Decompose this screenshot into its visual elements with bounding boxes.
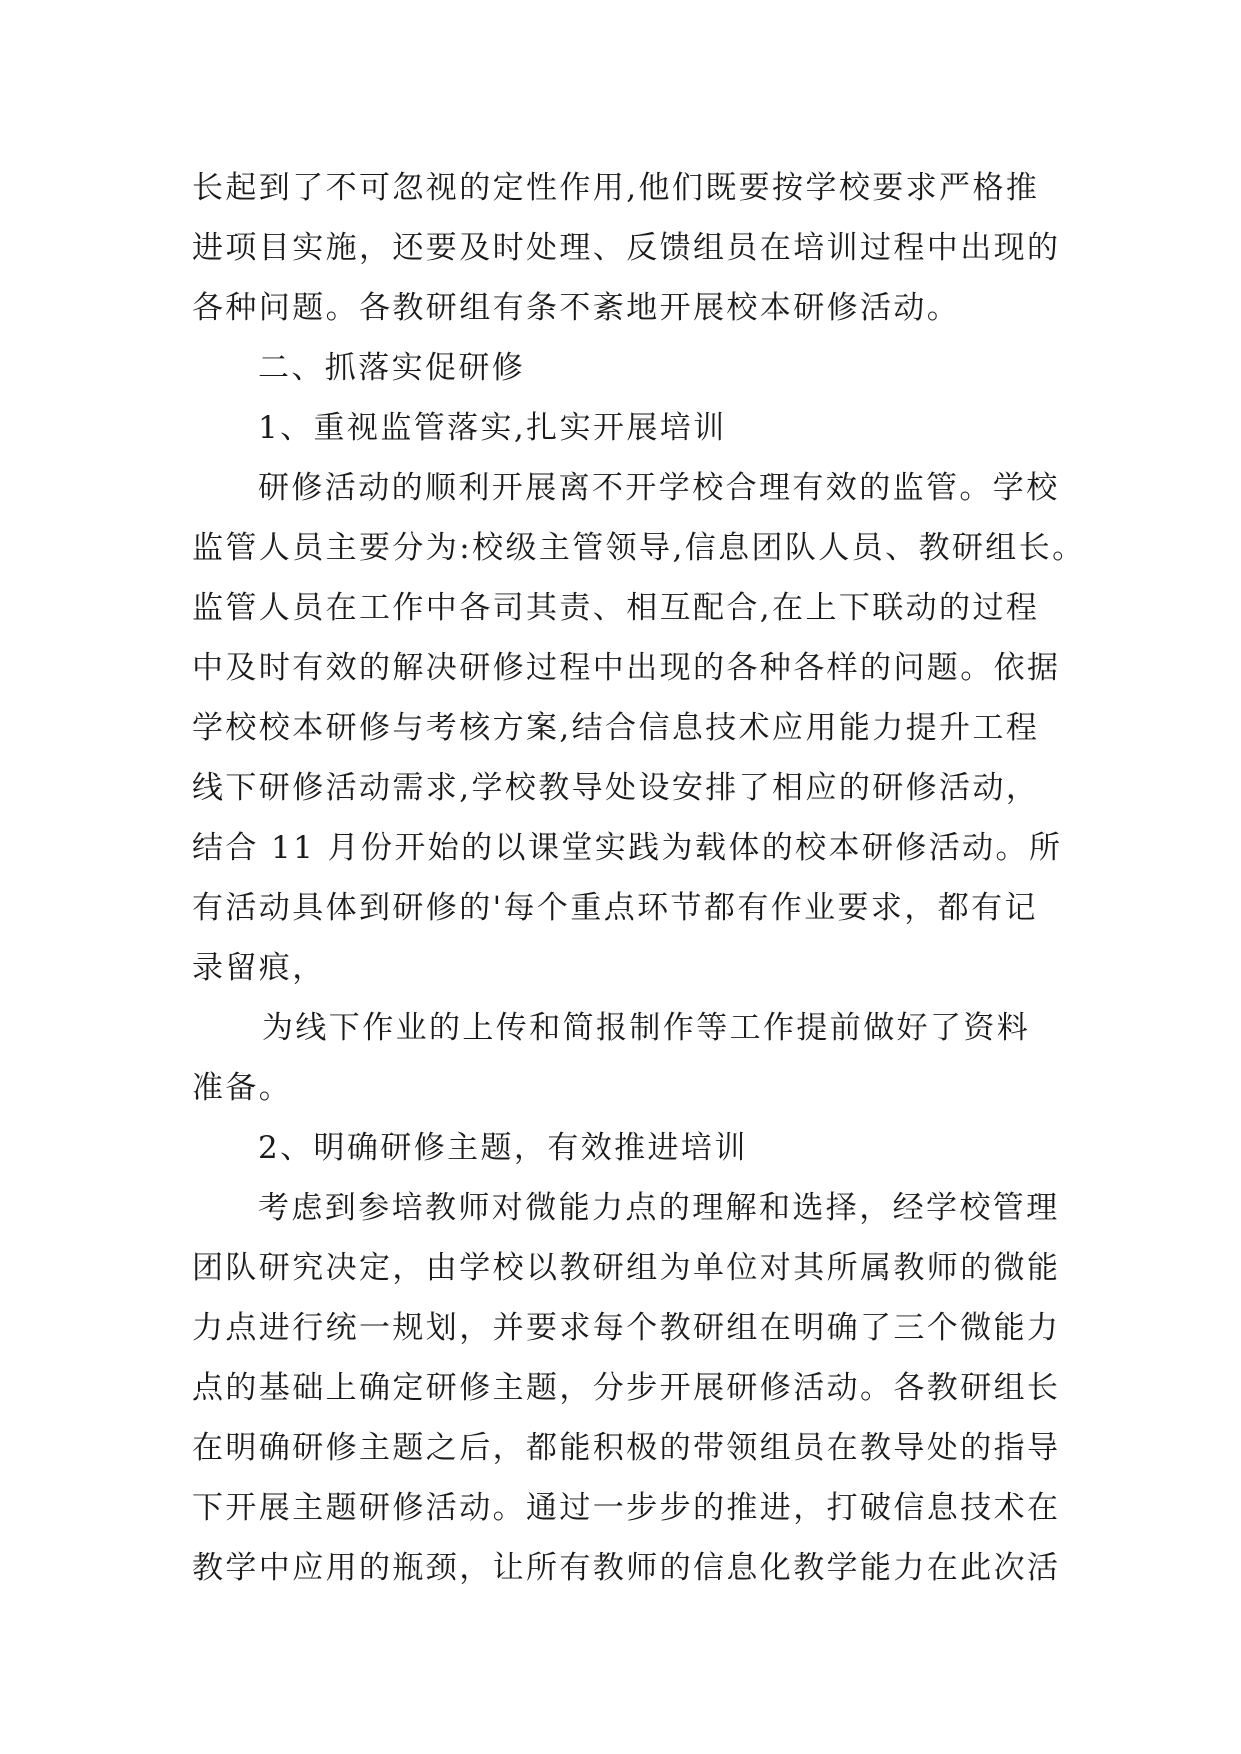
text-line: 监管人员在工作中各司其责、相互配合,在上下联动的过程	[192, 590, 1040, 626]
text-line: 点的基础上确定研修主题，分步开展研修活动。各教研组长	[192, 1370, 1061, 1406]
text-line: 教学中应用的瓶颈，让所有教师的信息化教学能力在此次活	[192, 1550, 1061, 1586]
text-line: 学校校本研修与考核方案,结合信息技术应用能力提升工程	[192, 710, 1040, 746]
text-line: 有活动具体到研修的'每个重点环节都有作业要求，都有记	[192, 890, 1038, 926]
text-line: 结合 11 月份开始的以课堂实践为载体的校本研修活动。所	[192, 830, 1063, 866]
text-line: 长起到了不可忽视的定性作用,他们既要按学校要求严格推	[192, 170, 1040, 206]
text-line: 中及时有效的解决研修过程中出现的各种各样的问题。依据	[192, 650, 1061, 686]
text-line: 进项目实施，还要及时处理、反馈组员在培训过程中出现的	[192, 230, 1061, 266]
text-line: 考虑到参培教师对微能力点的理解和选择，经学校管理	[258, 1190, 1060, 1226]
section-heading: 二、抓落实促研修	[258, 350, 526, 386]
text-line: 各种问题。各教研组有条不紊地开展校本研修活动。	[192, 290, 961, 326]
text-line: 监管人员主要分为:校级主管领导,信息团队人员、教研组长。	[192, 530, 1086, 566]
text-line: 团队研究决定，由学校以教研组为单位对其所属教师的微能	[192, 1250, 1061, 1286]
text-line: 录留痕，	[192, 950, 326, 986]
subsection-heading: 1、重视监管落实,扎实开展培训	[258, 410, 727, 446]
text-line: 准备。	[192, 1070, 293, 1106]
text-line: 线下研修活动需求,学校教导处设安排了相应的研修活动，	[192, 770, 1040, 806]
body-text	[192, 158, 1086, 1598]
text-line: 在明确研修主题之后，都能积极的带领组员在教导处的指导	[192, 1430, 1061, 1466]
text-line: 研修活动的顺利开展离不开学校合理有效的监管。学校	[258, 470, 1060, 506]
subsection-heading: 2、明确研修主题，有效推进培训	[258, 1130, 748, 1166]
text-line: 下开展主题研修活动。通过一步步的推进，打破信息技术在	[192, 1490, 1061, 1526]
text-line: 为线下作业的上传和简报制作等工作提前做好了资料	[262, 1010, 1031, 1046]
text-line: 力点进行统一规划，并要求每个教研组在明确了三个微能力	[192, 1310, 1061, 1346]
